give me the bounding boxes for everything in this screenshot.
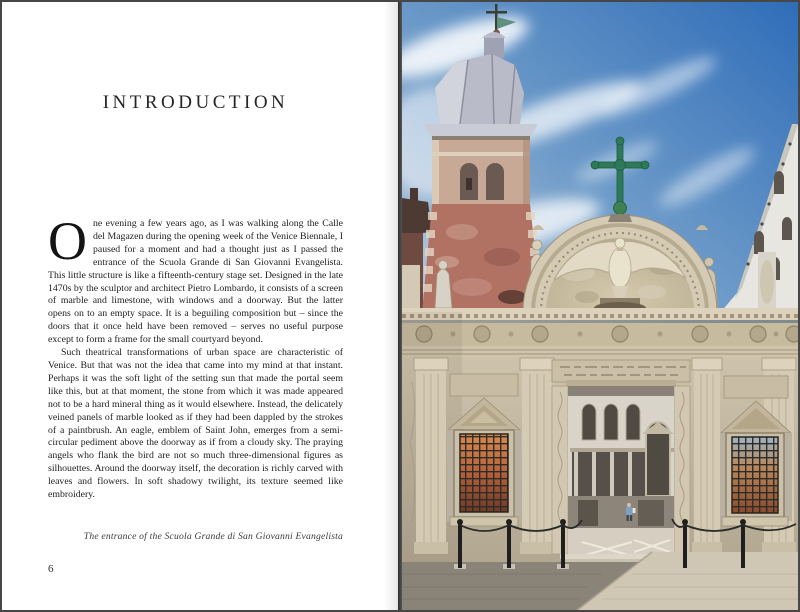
page-number: 6 <box>48 563 54 575</box>
left-page <box>2 2 398 610</box>
paragraph-two: Such theatrical transformations of urban space are characteristic of Venice. But that was not the idea that came into my mind at that instant. Perhaps it was the soft light of the setting sun that made the portal seem like this, but at that moment, the stone from which it was made appeared not to be a hard mineral thing as it would elsewhere. Instead, the delicately veined panels of marble looked as if they had been dappled by the strokes of a paintbrush. An eagle, emblem of Saint John, emerges from a semi-circular pediment above the doorway as if from a cloudy sky. The praying angels who flank the bird are not so much three-dimensional figures as silhouettes. Around the doorway itself, the decoration is richly carved with leaves and flowers. In soft shadowy twilight, its texture seemed like embroidery. <box>48 347 343 501</box>
right-window <box>720 376 792 526</box>
doorway <box>552 360 690 564</box>
venice-photo <box>402 2 798 610</box>
courtyard-view <box>568 386 674 562</box>
drop-cap: O <box>48 211 87 271</box>
body-text <box>48 211 343 502</box>
right-page-photo <box>402 2 798 610</box>
chapter-heading: INTRODUCTION <box>102 92 289 113</box>
photo-caption: The entrance of the Scuola Grande di San Giovanni Evangelista <box>83 531 343 542</box>
paragraph-one <box>48 211 343 347</box>
paragraph-one-text: ne evening a few years ago, as I was walking along the Calle del Magazen during the opening week of the Venice Biennale, I paused for a moment and had a thought just as I passed the entrance of the Scuola Grande di San Giovanni Evangelista. This little structure is like a fifteenth-century stage set. Designed in the late 1470s by the sculptor and architect Pietro Lombardo, it consists of a screen of marble and limestone, with windows and a doorway. But the latter opens on to an empty space. It is a beguiling composition but – since the doors that it once held have been removed – serves no useful purpose except to form a frame for the small courtyard beyond. <box>48 218 343 346</box>
